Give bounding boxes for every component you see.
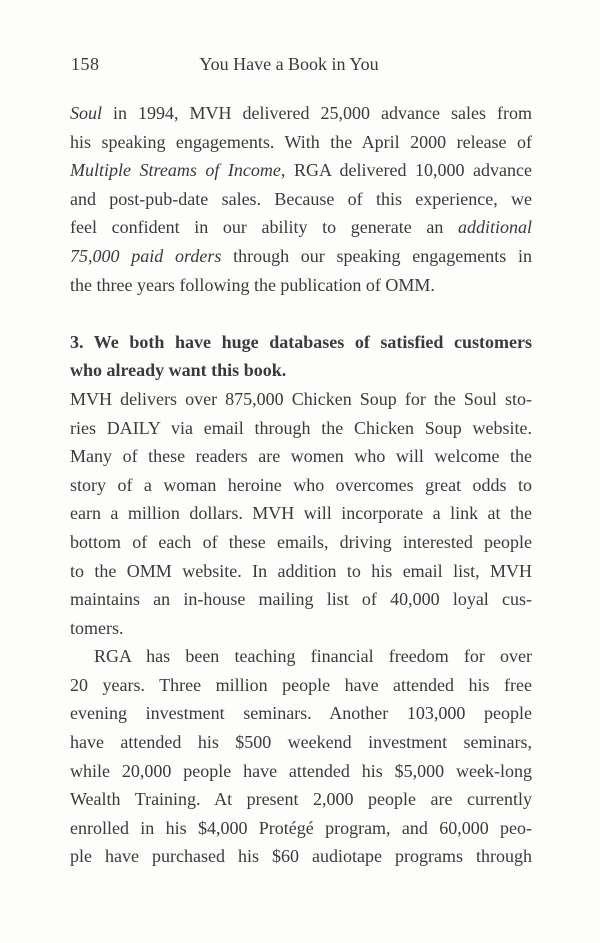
paragraph-rga-database <box>70 642 532 871</box>
italic-text-segment: additional <box>457 217 532 238</box>
text-line <box>70 471 532 500</box>
text-line <box>70 356 532 385</box>
text-line <box>70 842 532 871</box>
text-segment: evening investment seminars. Another 103,000 people <box>70 703 532 724</box>
running-head: You Have a Book in You <box>199 54 379 74</box>
text-line <box>70 757 532 786</box>
text-segment: Wealth Training. At present 2,000 people are currently <box>70 789 532 810</box>
text-segment: feel confident in our ability to generate an <box>70 217 458 238</box>
section-heading-3 <box>70 328 532 385</box>
text-segment: 20 years. Three million people have attended his free <box>70 674 532 695</box>
italic-text-segment: Soul <box>70 103 103 123</box>
text-line <box>70 156 532 185</box>
text-line <box>70 385 532 414</box>
text-segment: tomers. <box>70 617 124 638</box>
text-segment: bottom of each of these emails, driving interested people <box>70 531 532 552</box>
text-line <box>70 185 532 214</box>
text-line <box>70 414 532 443</box>
text-line <box>70 242 532 271</box>
text-line <box>70 271 532 300</box>
text-segment: to the OMM website. In addition to his email list, MVH <box>70 560 532 581</box>
text-line <box>70 671 532 700</box>
page-header <box>70 53 532 75</box>
text-line <box>70 642 532 671</box>
text-line <box>70 99 532 128</box>
text-line <box>70 528 532 557</box>
text-segment: his speaking engagements. With the April 2000 release of <box>70 131 532 152</box>
text-segment: , RGA delivered 10,000 advance <box>280 160 532 181</box>
text-segment: and post-pub-date sales. Because of this experience, we <box>70 188 532 209</box>
text-line <box>70 699 532 728</box>
text-segment: enrolled in his $4,000 Protégé program, and 60,000 peo- <box>70 817 532 838</box>
text-line <box>70 328 532 357</box>
text-segment: who already want this book. <box>70 360 287 381</box>
text-segment: ple have purchased his $60 audiotape programs through <box>70 846 532 867</box>
paragraph-mvh-database <box>70 385 532 642</box>
text-segment: ries DAILY via email through the Chicken Soup website. <box>70 417 532 438</box>
text-line <box>70 213 532 242</box>
text-line <box>70 728 532 757</box>
italic-text-segment: Multiple Streams of Income <box>70 160 281 181</box>
text-line <box>70 785 532 814</box>
text-segment: have attended his $500 weekend investment seminars, <box>70 732 532 753</box>
text-line <box>70 585 532 614</box>
text-segment: the three years following the publication of OMM. <box>70 274 435 295</box>
text-line <box>70 814 532 843</box>
text-line <box>70 614 532 643</box>
text-segment: through our speaking engagements in <box>221 245 532 266</box>
text-segment: Many of these readers are women who will welcome the <box>70 446 532 467</box>
text-segment: 3. We both have huge databases of satisfied customers <box>70 331 532 352</box>
text-segment: in 1994, MVH delivered 25,000 advance sales from <box>102 103 532 123</box>
text-segment: earn a million dollars. MVH will incorporate a link at the <box>70 503 532 524</box>
text-segment: RGA has been teaching financial freedom for over <box>94 646 532 667</box>
text-line <box>70 557 532 586</box>
text-line <box>70 128 532 157</box>
text-line <box>70 442 532 471</box>
text-segment: while 20,000 people have attended his $5,000 week-long <box>70 760 532 781</box>
italic-text-segment: 75,000 paid orders <box>70 245 222 266</box>
text-segment: maintains an in-house mailing list of 40,000 loyal cus- <box>70 589 532 610</box>
text-segment: story of a woman heroine who overcomes great odds to <box>70 474 532 495</box>
paragraph-advance-sales <box>70 99 532 299</box>
page-number: 158 <box>71 54 100 74</box>
page-body <box>70 99 532 871</box>
text-segment: MVH delivers over 875,000 Chicken Soup for the Soul sto- <box>70 388 532 409</box>
text-line <box>70 499 532 528</box>
